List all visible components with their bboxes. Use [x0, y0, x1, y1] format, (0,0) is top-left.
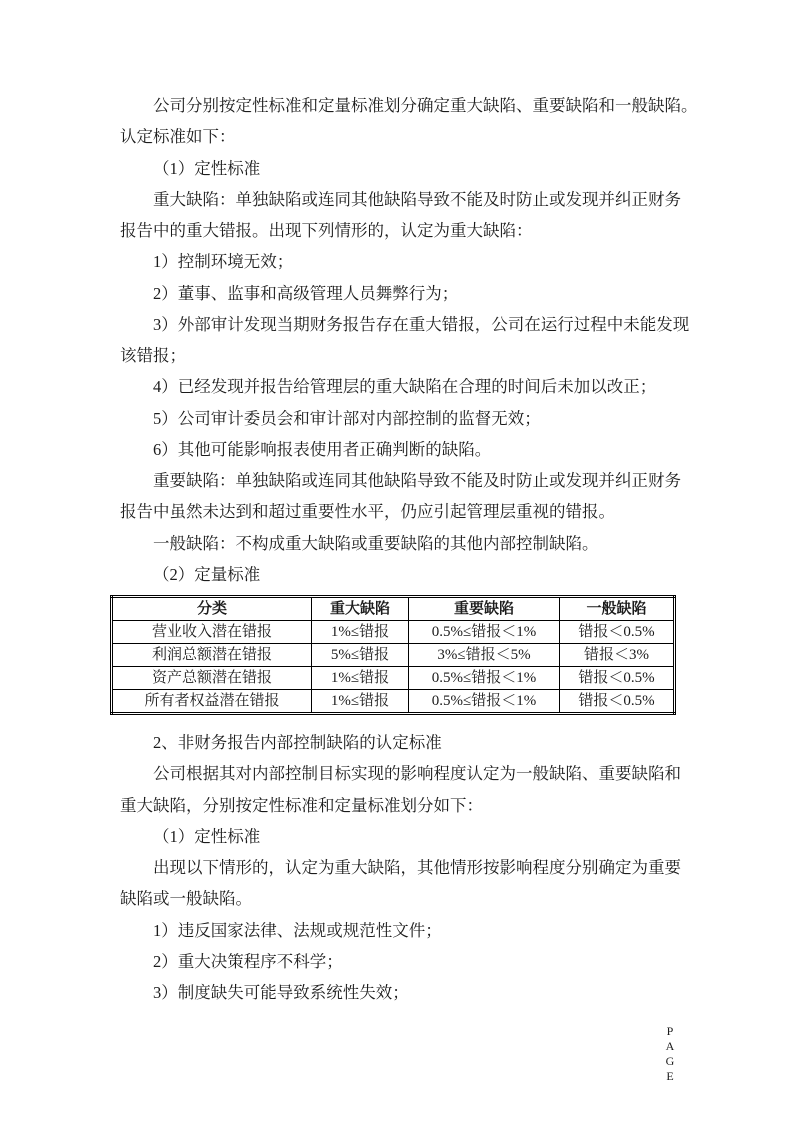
text-line: 5）公司审计委员会和审计部对内部控制的监督无效； [153, 408, 541, 428]
text-line: 2）董事、监事和高级管理人员舞弊行为； [153, 283, 459, 303]
text-line: 缺陷或一般缺陷。 [120, 889, 252, 909]
table-cell-general-deficiency: 错报＜3% [560, 644, 675, 667]
text-line: 6）其他可能影响报表使用者正确判断的缺陷。 [153, 439, 492, 459]
text-line: 1）控制环境无效； [153, 252, 294, 272]
table-cell-general-deficiency: 错报＜0.5% [560, 667, 675, 690]
table-cell-important-deficiency: 3%≤错报＜5% [409, 644, 560, 667]
table-row [112, 667, 675, 690]
table-header-cell: 重要缺陷 [409, 597, 560, 621]
table-cell-important-deficiency: 0.5%≤错报＜1% [409, 690, 560, 714]
table-cell-general-deficiency: 错报＜0.5% [560, 621, 675, 644]
text-line: 该错报； [120, 346, 186, 365]
table-cell-major-deficiency: 1%≤错报 [312, 667, 409, 690]
body-text-bottom [120, 727, 705, 1008]
table-cell-category: 资产总额潜在错报 [112, 667, 312, 690]
text-line: 公司根据其对内部控制目标实现的影响程度认定为一般缺陷、重要缺陷和 [153, 764, 681, 784]
text-line: （1）定性标准 [153, 826, 261, 846]
table-cell-major-deficiency: 5%≤错报 [312, 644, 409, 667]
text-line: 重要缺陷：单独缺陷或连同其他缺陷导致不能及时防止或发现并纠正财务 [153, 471, 681, 490]
table-header-cell: 一般缺陷 [560, 597, 675, 621]
text-line: 重大缺陷，分别按定性标准和定量标准划分如下： [120, 795, 483, 815]
table-cell-important-deficiency: 0.5%≤错报＜1% [409, 667, 560, 690]
text-line: 认定标准如下： [120, 127, 236, 147]
text-line: 4）已经发现并报告给管理层的重大缺陷在合理的时间后未加以改正； [153, 377, 657, 397]
text-line: 2、非财务报告内部控制缺陷的认定标准 [153, 733, 442, 752]
body-text-top [120, 90, 705, 590]
text-line: 重大缺陷：单独缺陷或连同其他缺陷导致不能及时防止或发现并纠正财务 [153, 189, 681, 209]
table-cell-general-deficiency: 错报＜0.5% [560, 690, 675, 714]
text-line: （1）定性标准 [153, 158, 261, 178]
text-line: 1）违反国家法律、法规或规范性文件； [153, 920, 442, 940]
text-line: 一般缺陷：不构成重大缺陷或重要缺陷的其他内部控制缺陷。 [153, 533, 599, 553]
table-cell-major-deficiency: 1%≤错报 [312, 621, 409, 644]
table-cell-category: 利润总额潜在错报 [112, 644, 312, 667]
table-row [112, 621, 675, 644]
table-header-row [112, 597, 675, 621]
table-header-cell: 重大缺陷 [312, 597, 409, 621]
page-number-field: PAGE [665, 1024, 675, 1083]
text-line: 出现以下情形的，认定为重大缺陷，其他情形按影响程度分别确定为重要 [153, 858, 681, 877]
table-cell-important-deficiency: 0.5%≤错报＜1% [409, 621, 560, 644]
table-cell-category: 所有者权益潜在错报 [112, 690, 312, 714]
table-header-cell: 分类 [112, 597, 312, 621]
text-line: 公司分别按定性标准和定量标准划分确定重大缺陷、重要缺陷和一般缺陷。 [153, 96, 698, 115]
table-cell-major-deficiency: 1%≤错报 [312, 690, 409, 714]
table-cell-category: 营业收入潜在错报 [112, 621, 312, 644]
table-row [112, 644, 675, 667]
text-line: 3）外部审计发现当期财务报告存在重大错报，公司在运行过程中未能发现 [153, 314, 690, 334]
text-line: 报告中的重大错报。出现下列情形的，认定为重大缺陷： [120, 221, 533, 240]
text-line: 3）制度缺失可能导致系统性失效； [153, 983, 409, 1002]
text-line: 报告中虽然未达到和超过重要性水平，仍应引起管理层重视的错报。 [120, 502, 615, 522]
table-row [112, 690, 675, 714]
quantitative-criteria-table [110, 595, 676, 715]
text-line: 2）重大决策程序不科学； [153, 951, 343, 971]
text-line: （2）定量标准 [153, 564, 261, 584]
